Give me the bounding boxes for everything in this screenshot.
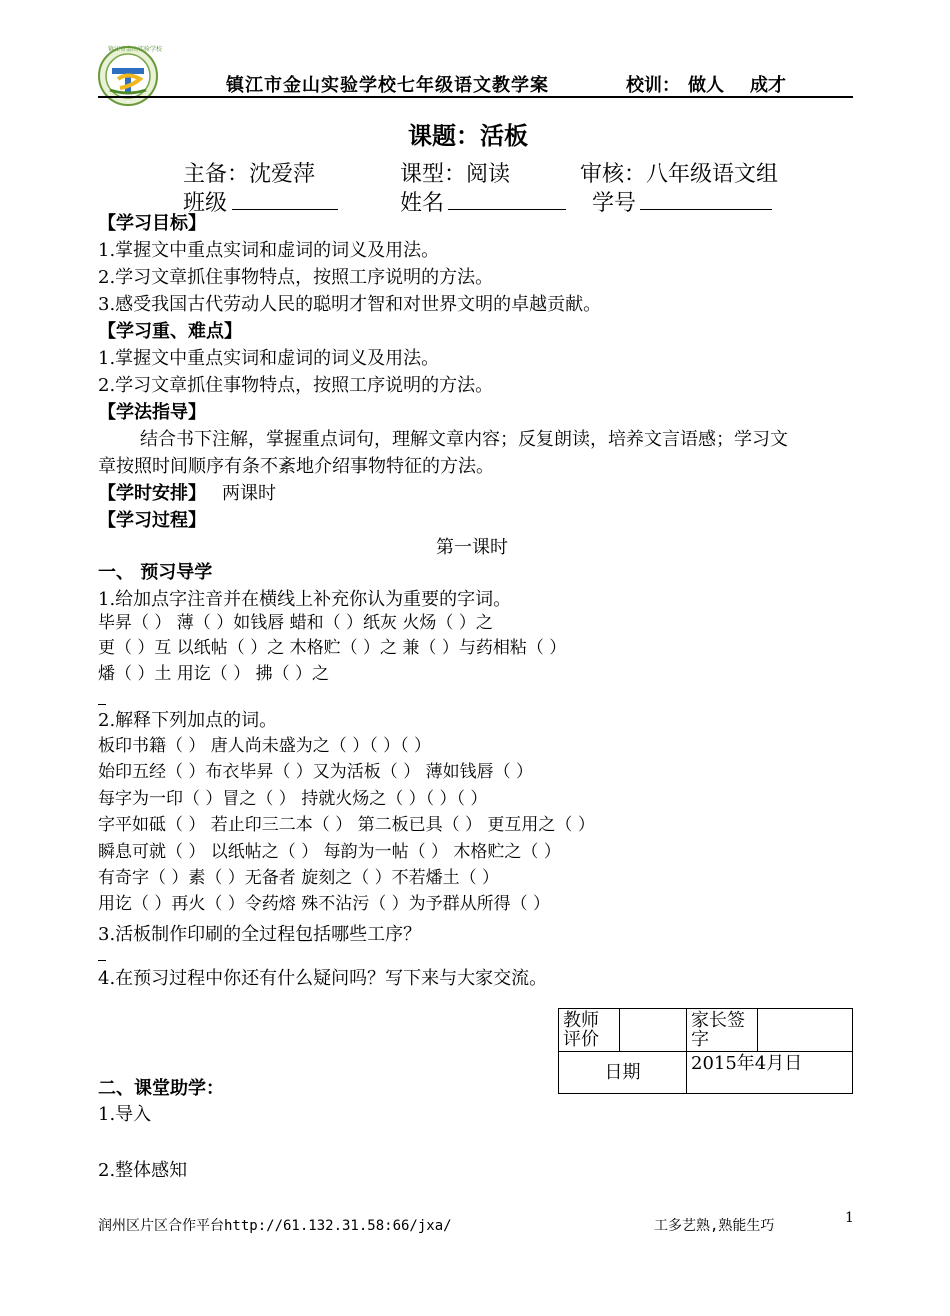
answer-line[interactable]: [98, 960, 106, 961]
pinyin-row: 更（ ）互 以纸帖（ ）之 木格贮（ ）之 兼（ ）与药相粘（ ）: [98, 638, 567, 658]
question-2: 2.解释下列加点的词。: [98, 710, 278, 731]
class-field[interactable]: [232, 187, 338, 210]
period-heading: 第一课时: [436, 537, 508, 558]
class-label: 班级: [183, 191, 228, 216]
step-intro: 1.导入: [98, 1104, 152, 1125]
process-title: 【学习过程】: [98, 510, 206, 531]
signature-table: [558, 1008, 853, 1094]
reviewer: 审核：八年级语文组: [580, 162, 779, 187]
number-label: 学号: [592, 191, 637, 216]
name-field[interactable]: [448, 187, 566, 210]
lesson-type: 课型：阅读: [400, 162, 511, 187]
key-point-item: 1.掌握文中重点实词和虚词的词义及用法。: [98, 348, 440, 369]
method-text-line2: 章按照时间顺序有条不紊地介绍事物特征的方法。: [98, 456, 494, 477]
lesson-title: 课题：活板: [408, 121, 528, 150]
date-label: 日期: [559, 1052, 687, 1094]
schedule-value: 两课时: [222, 483, 276, 504]
pinyin-row: 毕昇（ ） 薄（ ）如钱唇 蜡和（ ）纸灰 火炀（ ）之: [98, 613, 493, 633]
parent-sign-cell[interactable]: [758, 1009, 853, 1052]
teacher-eval-label: 教师评价: [559, 1009, 620, 1052]
footer-slogan: 工多艺熟,熟能生巧: [654, 1218, 775, 1234]
name-label: 姓名: [400, 191, 445, 216]
preparer: 主备：沈爱萍: [183, 162, 316, 187]
teacher-eval-cell[interactable]: [620, 1009, 687, 1052]
explain-row: 每字为一印（ ）冒之（ ） 持就火炀之（ ）（ ）（ ）: [98, 789, 488, 809]
school-motto-a: 做人: [688, 75, 724, 96]
answer-line[interactable]: [98, 704, 106, 705]
part1-title: 一、 预习导学: [98, 562, 213, 583]
goal-item: 3.感受我国古代劳动人民的聪明才智和对世界文明的卓越贡献。: [98, 294, 602, 315]
method-title: 【学法指导】: [98, 402, 206, 423]
question-4: 4.在预习过程中你还有什么疑问吗？写下来与大家交流。: [98, 968, 548, 989]
explain-row: 瞬息可就（ ） 以纸帖之（ ） 每韵为一帖（ ） 木格贮之（ ）: [98, 842, 561, 862]
question-3: 3.活板制作印刷的全过程包括哪些工序？: [98, 924, 422, 945]
pinyin-row: 燔（ ）土 用讫（ ） 拂（ ）之: [98, 664, 330, 684]
goal-item: 1.掌握文中重点实词和虚词的词义及用法。: [98, 240, 440, 261]
page-number: 1: [845, 1210, 854, 1226]
question-1: 1.给加点字注音并在横线上补充你认为重要的字词。: [98, 589, 512, 610]
logo-ring-text: 镇江市金山实验学校: [108, 46, 163, 53]
footer-platform: 润州区片区合作平台http://61.132.31.58:66/jxa/: [98, 1218, 452, 1234]
explain-row: 用讫（ ）再火（ ）令药熔 殊不沾污（ ）为予群从所得（ ）: [98, 894, 551, 914]
explain-row: 字平如砥（ ） 若止印三二本（ ） 第二板已具（ ） 更互用之（ ）: [98, 815, 595, 835]
student-number-field[interactable]: [640, 187, 772, 210]
explain-row: 板印书籍（ ） 唐人尚未盛为之（ ）（ ）（ ）: [98, 736, 432, 756]
school-motto-b: 成才: [750, 75, 786, 96]
key-point-item: 2.学习文章抓住事物特点，按照工序说明的方法。: [98, 375, 494, 396]
explain-row: 有奇字（ ）素（ ）无备者 旋刻之（ ）不若燔土（ ）: [98, 868, 500, 888]
schedule-title: 【学时安排】: [98, 483, 206, 504]
step-overall: 2.整体感知: [98, 1160, 188, 1181]
part2-title: 二、课堂助学：: [98, 1078, 224, 1099]
school-motto-label: 校训：: [626, 75, 680, 96]
parent-sign-label: 家长签字: [687, 1009, 758, 1052]
date-value: 2015年4月日: [687, 1052, 853, 1094]
header-rule: [98, 96, 853, 98]
goal-item: 2.学习文章抓住事物特点，按照工序说明的方法。: [98, 267, 494, 288]
method-text-line1: 结合书下注解，掌握重点词句，理解文章内容；反复朗读，培养文言语感；学习文: [140, 429, 788, 450]
key-points-title: 【学习重、难点】: [98, 321, 242, 342]
explain-row: 始印五经（ ）布衣毕昇（ ）又为活板（ ） 薄如钱唇（ ）: [98, 762, 534, 782]
school-title: 镇江市金山实验学校七年级语文教学案: [226, 75, 549, 96]
goals-title: 【学习目标】: [98, 213, 206, 234]
